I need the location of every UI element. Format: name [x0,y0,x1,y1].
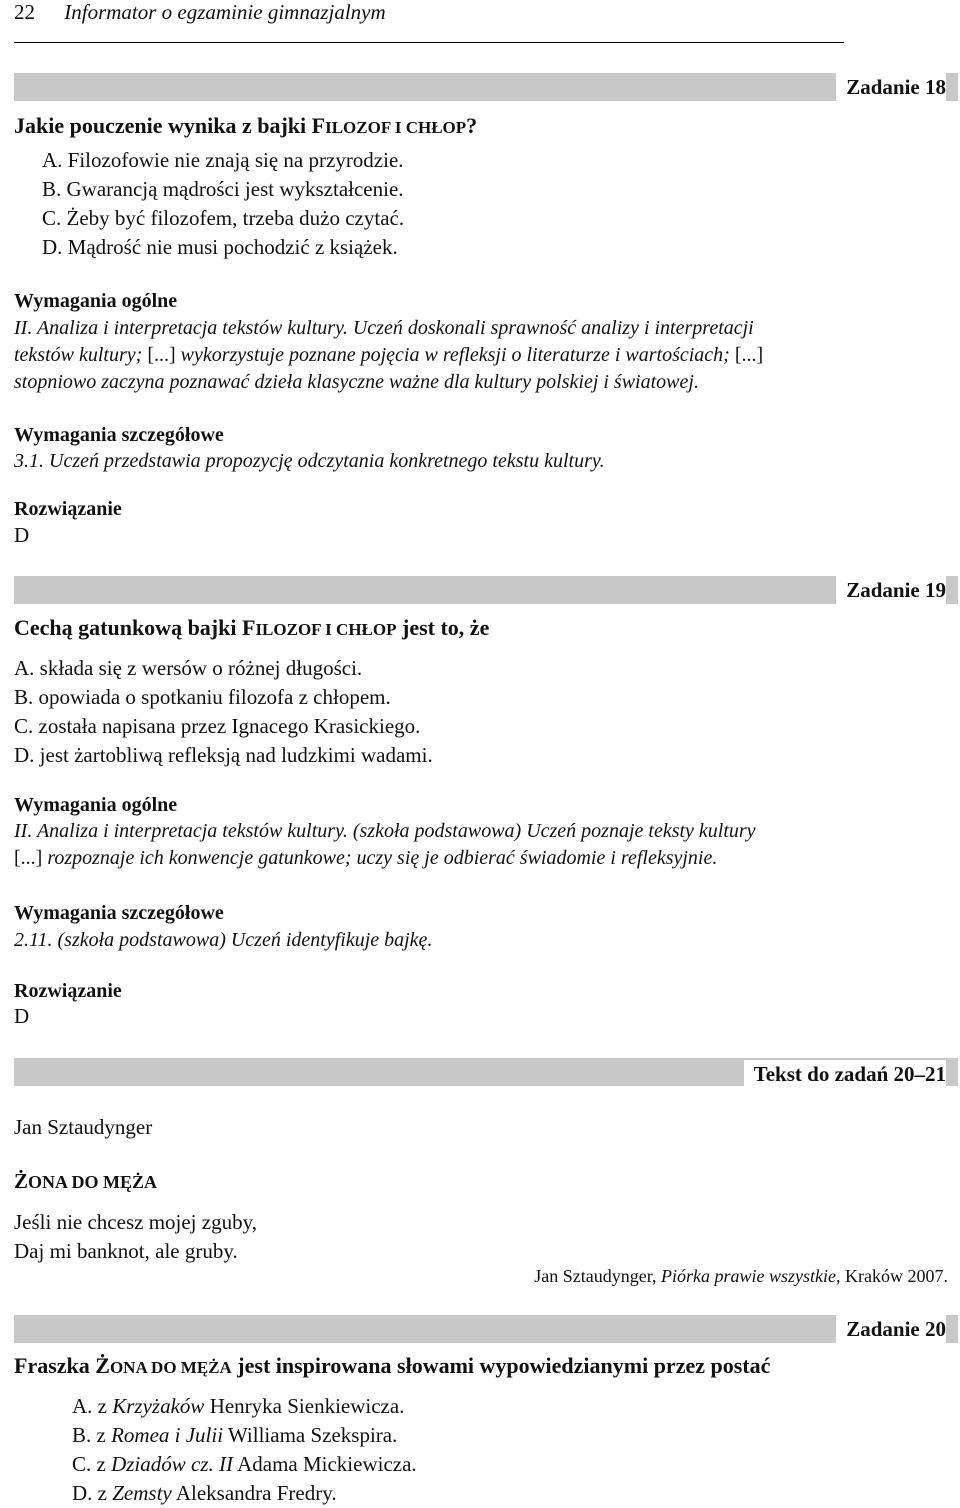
task-18-options [42,146,404,262]
task-19-question: Cechą gatunkową bajki FILOZOF I CHŁOP jest to, że [14,615,490,640]
task-20-label: Zadanie 20 [836,1315,946,1343]
task-18-solution: D [14,523,30,547]
task-18-label: Zadanie 18 [836,73,946,101]
poem-author: Jan Sztaudynger [14,1115,153,1139]
task-19-general-text: II. Analiza i interpretacja tekstów kultury. (szkoła podstawowa) Uczeń poznaje teksty kultury [...] rozpoznaje ich konwencje gatunkowe; uczy się je odbierać świadomie i refleksyjnie. [14,820,756,869]
task-18-bar [14,73,958,101]
poem-lines [14,1208,257,1266]
option-b: B. opowiada o spotkaniu filozofa z chłopem. [14,685,391,709]
task-20-bar [14,1315,958,1343]
poem-line-1: Jeśli nie chcesz mojej zguby, [14,1210,257,1234]
poem-title: ŻONA DO MĘŻA [14,1169,158,1193]
task-18-general-heading: Wymagania ogólne [14,290,178,312]
poem-source: Jan Sztaudynger, Piórka prawie wszystkie, Kraków 2007. [534,1266,948,1286]
task-18-general-text: II. Analiza i interpretacja tekstów kultury. Uczeń doskonali sprawność analizy i interpretacji tekstów kultury; [...] wykorzystuje poznane pojęcia w refleksji o literaturze i wartościach; [...] stopniowo zaczyna poznawać dzieła klasyczne ważne dla kultury polskiej i światowej. [14,317,764,393]
poem-line-2: Daj mi banknot, ale gruby. [14,1239,238,1263]
page-header [14,0,386,24]
option-d: D. Mądrość nie musi pochodzić z książek. [42,235,398,259]
task-19-detailed-heading: Wymagania szczegółowe [14,902,224,924]
task-19-solution-heading: Rozwiązanie [14,980,122,1002]
task-19-general-heading: Wymagania ogólne [14,794,178,816]
header-rule [14,42,844,43]
option-b: B. Gwarancją mądrości jest wykształcenie. [42,177,404,201]
task-19-detailed-text: 2.11. (szkoła podstawowa) Uczeń identyfikuje bajkę. [14,929,433,951]
task-19-solution: D [14,1004,30,1028]
task-20-question: Fraszka ŻONA DO MĘŻA jest inspirowana słowami wypowiedzianymi przez postać [14,1353,771,1378]
option-a: A. z Krzyżaków Henryka Sienkiewicza. [72,1394,405,1418]
option-c: C. z Dziadów cz. II Adama Mickiewicza. [72,1452,417,1476]
task-19-label: Zadanie 19 [836,576,946,604]
task-18-detailed-text: 3.1. Uczeń przedstawia propozycję odczytania konkretnego tekstu kultury. [14,450,605,472]
option-c: C. Żeby być filozofem, trzeba dużo czytać. [42,206,405,230]
option-d: D. jest żartobliwą refleksją nad ludzkimi wadami. [14,743,433,767]
task-19-options [14,654,433,770]
option-d: D. z Zemsty Aleksandra Fredry. [72,1481,337,1505]
task-19-bar [14,576,958,604]
option-a: A. Filozofowie nie znają się na przyrodzie. [42,148,404,172]
page-number: 22 [14,0,35,24]
option-b: B. z Romea i Julii Williama Szekspira. [72,1423,398,1447]
text-20-21-label: Tekst do zadań 20–21 [744,1060,946,1088]
task-18-question: Jakie pouczenie wynika z bajki FILOZOF I CHŁOP? [14,113,478,138]
option-a: A. składa się z wersów o różnej długości. [14,656,363,680]
task-18-solution-heading: Rozwiązanie [14,498,122,520]
header-title: Informator o egzaminie gimnazjalnym [64,0,386,24]
task-20-options [72,1392,417,1508]
option-c: C. została napisana przez Ignacego Krasickiego. [14,714,421,738]
task-18-detailed-heading: Wymagania szczegółowe [14,424,224,446]
